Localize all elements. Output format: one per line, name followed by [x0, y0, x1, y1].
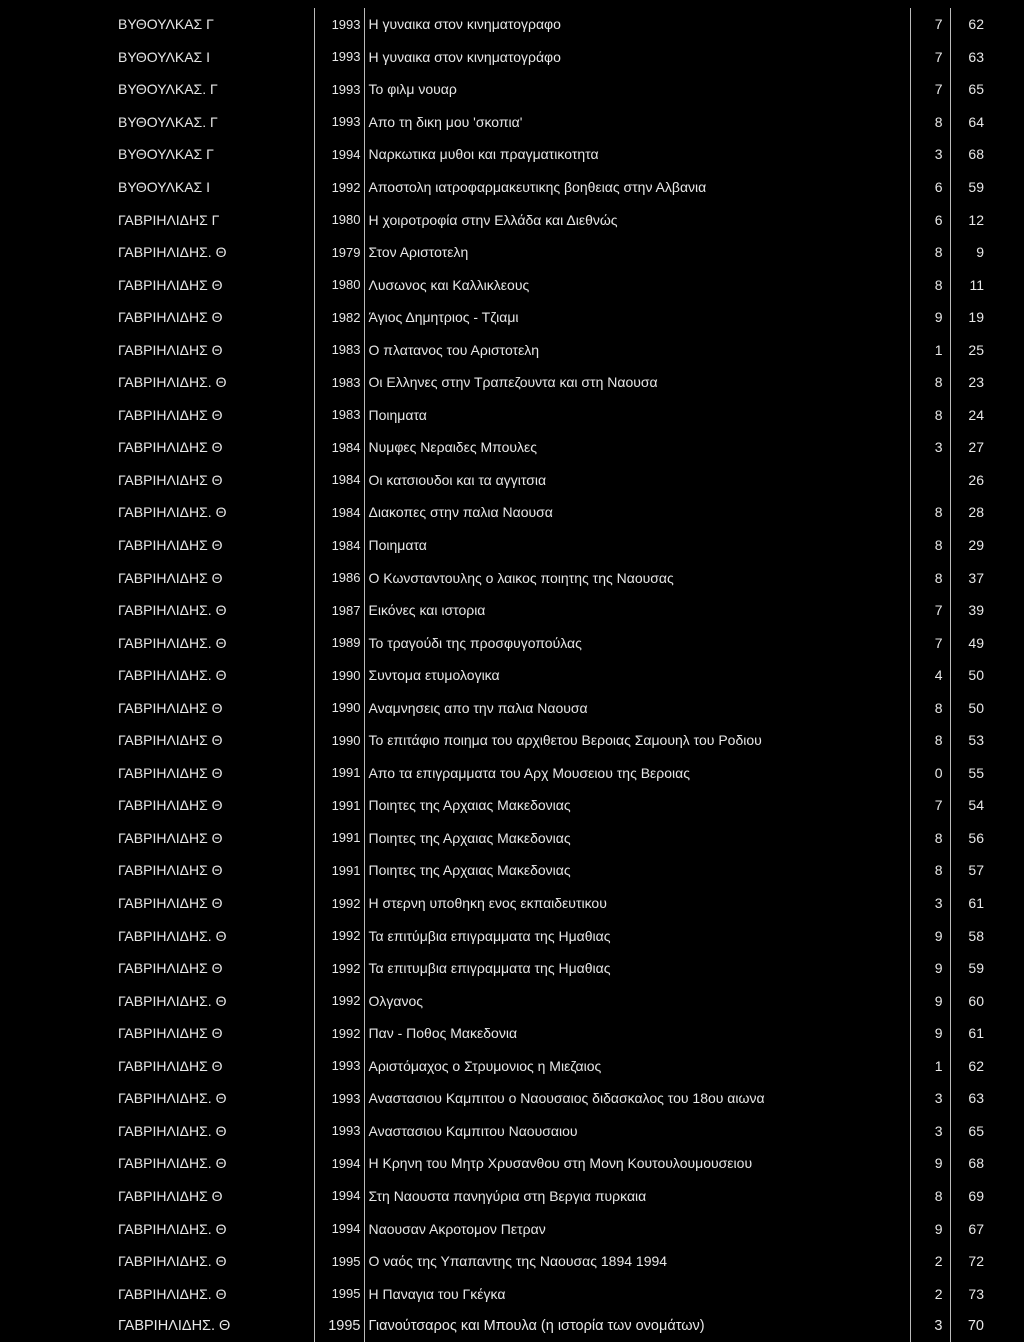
year-cell: 1993 [314, 106, 364, 139]
volume-cell: 8 [910, 268, 950, 301]
volume-cell: 4 [910, 659, 950, 692]
table-row [114, 919, 990, 952]
table-row [114, 691, 990, 724]
page-cell: 69 [950, 1180, 990, 1213]
table-row [114, 301, 990, 334]
volume-cell: 2 [910, 1245, 950, 1278]
page-cell: 54 [950, 789, 990, 822]
title-cell: Ποιηματα [364, 399, 910, 432]
page-cell: 55 [950, 757, 990, 790]
table-row [114, 594, 990, 627]
author-cell: ΓΑΒΡΙΗΛΙΔΗΣ Θ [114, 399, 314, 432]
page-cell: 37 [950, 561, 990, 594]
title-cell: Ποιητες της Αρχαιας Μακεδονιας [364, 854, 910, 887]
author-cell: ΓΑΒΡΙΗΛΙΔΗΣ Θ [114, 1017, 314, 1050]
author-cell: ΓΑΒΡΙΗΛΙΔΗΣ. Θ [114, 1245, 314, 1278]
year-cell: 1994 [314, 1147, 364, 1180]
table-row [114, 236, 990, 269]
volume-cell: 8 [910, 366, 950, 399]
volume-cell: 9 [910, 1212, 950, 1245]
author-cell: ΓΑΒΡΙΗΛΙΔΗΣ. Θ [114, 1277, 314, 1310]
page-cell: 64 [950, 106, 990, 139]
volume-cell: 8 [910, 236, 950, 269]
year-cell: 1984 [314, 431, 364, 464]
volume-cell: 8 [910, 561, 950, 594]
author-cell: ΓΑΒΡΙΗΛΙΔΗΣ Θ [114, 757, 314, 790]
table-row [114, 529, 990, 562]
author-cell: ΓΑΒΡΙΗΛΙΔΗΣ. Θ [114, 919, 314, 952]
year-cell: 1992 [314, 952, 364, 985]
page-cell: 11 [950, 268, 990, 301]
table-row [114, 1050, 990, 1083]
page-cell: 65 [950, 73, 990, 106]
volume-cell: 0 [910, 757, 950, 790]
title-cell: Απο τη δικη μου 'σκοπια' [364, 106, 910, 139]
page-cell: 61 [950, 887, 990, 920]
table-row [114, 887, 990, 920]
bibliography-table [114, 8, 990, 1342]
table-row [114, 1115, 990, 1148]
volume-cell: 3 [910, 887, 950, 920]
title-cell: Λυσωνος και Καλλικλεους [364, 268, 910, 301]
table-row [114, 854, 990, 887]
year-cell: 1992 [314, 919, 364, 952]
title-cell: Απο τα επιγραμματα του Αρχ Μουσειου της Βεροιας [364, 757, 910, 790]
table-row [114, 496, 990, 529]
author-cell: ΓΑΒΡΙΗΛΙΔΗΣ Θ [114, 268, 314, 301]
title-cell: Παν - Ποθος Μακεδονια [364, 1017, 910, 1050]
table-row [114, 822, 990, 855]
author-cell: ΓΑΒΡΙΗΛΙΔΗΣ. Θ [114, 496, 314, 529]
page-cell: 27 [950, 431, 990, 464]
title-cell: Η Κρηνη του Μητρ Χρυσανθου στη Μονη Κουτουλουμουσειου [364, 1147, 910, 1180]
volume-cell: 9 [910, 984, 950, 1017]
table-row [114, 171, 990, 204]
volume-cell: 9 [910, 1017, 950, 1050]
table-row [114, 724, 990, 757]
table-row [114, 431, 990, 464]
volume-cell: 7 [910, 789, 950, 822]
table-row [114, 366, 990, 399]
page-cell: 65 [950, 1115, 990, 1148]
year-cell: 1992 [314, 1017, 364, 1050]
volume-cell: 8 [910, 399, 950, 432]
author-cell: ΒΥΘΟΥΛΚΑΣ Ι [114, 41, 314, 74]
bibliography-rows [114, 8, 990, 1342]
page-cell: 56 [950, 822, 990, 855]
table-row [114, 626, 990, 659]
author-cell: ΓΑΒΡΙΗΛΙΔΗΣ Θ [114, 724, 314, 757]
year-cell: 1993 [314, 1050, 364, 1083]
page-cell: 63 [950, 41, 990, 74]
table-row [114, 73, 990, 106]
year-cell: 1993 [314, 41, 364, 74]
title-cell: Ποιηματα [364, 529, 910, 562]
year-cell: 1991 [314, 789, 364, 822]
year-cell: 1994 [314, 138, 364, 171]
year-cell: 1993 [314, 73, 364, 106]
table-row [114, 1245, 990, 1278]
table-row [114, 399, 990, 432]
page-cell: 57 [950, 854, 990, 887]
table-row [114, 41, 990, 74]
volume-cell: 7 [910, 594, 950, 627]
author-cell: ΓΑΒΡΙΗΛΙΔΗΣ Θ [114, 1180, 314, 1213]
title-cell: Αναστασιου Καμπιτου ο Ναουσαιος διδασκαλος του 18ου αιωνα [364, 1082, 910, 1115]
title-cell: Ποιητες της Αρχαιας Μακεδονιας [364, 789, 910, 822]
year-cell: 1990 [314, 691, 364, 724]
table-row [114, 1212, 990, 1245]
volume-cell: 8 [910, 724, 950, 757]
author-cell: ΓΑΒΡΙΗΛΙΔΗΣ Θ [114, 1050, 314, 1083]
author-cell: ΓΑΒΡΙΗΛΙΔΗΣ Θ [114, 431, 314, 464]
volume-cell: 8 [910, 1180, 950, 1213]
year-cell: 1992 [314, 984, 364, 1017]
page-cell: 61 [950, 1017, 990, 1050]
year-cell: 1983 [314, 366, 364, 399]
author-cell: ΒΥΘΟΥΛΚΑΣ Γ [114, 138, 314, 171]
volume-cell: 7 [910, 73, 950, 106]
page-cell: 12 [950, 203, 990, 236]
volume-cell: 3 [910, 1310, 950, 1342]
author-cell: ΓΑΒΡΙΗΛΙΔΗΣ Θ [114, 789, 314, 822]
page-cell: 59 [950, 952, 990, 985]
table-row [114, 1277, 990, 1310]
page-cell: 59 [950, 171, 990, 204]
page-cell: 60 [950, 984, 990, 1017]
title-cell: Στον Αριστοτελη [364, 236, 910, 269]
year-cell: 1991 [314, 822, 364, 855]
author-cell: ΓΑΒΡΙΗΛΙΔΗΣ. Θ [114, 1115, 314, 1148]
year-cell: 1990 [314, 724, 364, 757]
author-cell: ΒΥΘΟΥΛΚΑΣ. Γ [114, 73, 314, 106]
author-cell: ΓΑΒΡΙΗΛΙΔΗΣ. Θ [114, 659, 314, 692]
table-row [114, 138, 990, 171]
year-cell: 1980 [314, 203, 364, 236]
author-cell: ΒΥΘΟΥΛΚΑΣ Ι [114, 171, 314, 204]
year-cell: 1984 [314, 464, 364, 497]
year-cell: 1995 [314, 1245, 364, 1278]
year-cell: 1992 [314, 171, 364, 204]
author-cell: ΓΑΒΡΙΗΛΙΔΗΣ Θ [114, 887, 314, 920]
table-row [114, 561, 990, 594]
volume-cell: 8 [910, 854, 950, 887]
volume-cell: 9 [910, 919, 950, 952]
author-cell: ΓΑΒΡΙΗΛΙΔΗΣ. Θ [114, 236, 314, 269]
year-cell: 1995 [314, 1310, 364, 1342]
title-cell: Τα επιτυμβια επιγραμματα της Ημαθιας [364, 952, 910, 985]
title-cell: Η γυναικα στον κινηματογράφο [364, 41, 910, 74]
title-cell: Ο Κωνσταντουλης ο λαικος ποιητης της Ναουσας [364, 561, 910, 594]
title-cell: Η Παναγια του Γκέγκα [364, 1277, 910, 1310]
volume-cell: 1 [910, 1050, 950, 1083]
page-cell: 26 [950, 464, 990, 497]
author-cell: ΓΑΒΡΙΗΛΙΔΗΣ. Θ [114, 984, 314, 1017]
volume-cell: 8 [910, 529, 950, 562]
title-cell: Τα επιτύμβια επιγραμματα της Ημαθιας [364, 919, 910, 952]
page-cell: 28 [950, 496, 990, 529]
title-cell: Ο πλατανος του Αριστοτελη [364, 333, 910, 366]
title-cell: Η χοιροτροφία στην Ελλάδα και Διεθνώς [364, 203, 910, 236]
year-cell: 1986 [314, 561, 364, 594]
page-cell: 9 [950, 236, 990, 269]
table-row [114, 952, 990, 985]
year-cell: 1990 [314, 659, 364, 692]
author-cell: ΓΑΒΡΙΗΛΙΔΗΣ. Θ [114, 1082, 314, 1115]
table-row [114, 1017, 990, 1050]
year-cell: 1987 [314, 594, 364, 627]
author-cell: ΓΑΒΡΙΗΛΙΔΗΣ Θ [114, 822, 314, 855]
title-cell: Νυμφες Νεραιδες Μπουλες [364, 431, 910, 464]
page-cell: 23 [950, 366, 990, 399]
page-cell: 68 [950, 138, 990, 171]
author-cell: ΓΑΒΡΙΗΛΙΔΗΣ Θ [114, 333, 314, 366]
table-row [114, 106, 990, 139]
year-cell: 1979 [314, 236, 364, 269]
volume-cell: 2 [910, 1277, 950, 1310]
table-row [114, 757, 990, 790]
year-cell: 1994 [314, 1180, 364, 1213]
volume-cell: 6 [910, 171, 950, 204]
title-cell: Ναρκωτικα μυθοι και πραγματικοτητα [364, 138, 910, 171]
table-row [114, 1082, 990, 1115]
volume-cell: 8 [910, 822, 950, 855]
title-cell: Διακοπες στην παλια Ναουσα [364, 496, 910, 529]
title-cell: Ναουσαν Ακροτομον Πετραν [364, 1212, 910, 1245]
page-cell: 50 [950, 691, 990, 724]
title-cell: Εικόνες και ιστορια [364, 594, 910, 627]
year-cell: 1989 [314, 626, 364, 659]
title-cell: Οι Ελληνες στην Τραπεζουντα και στη Ναουσα [364, 366, 910, 399]
year-cell: 1984 [314, 529, 364, 562]
volume-cell: 9 [910, 1147, 950, 1180]
page-cell: 25 [950, 333, 990, 366]
page-cell: 62 [950, 1050, 990, 1083]
table-row [114, 1180, 990, 1213]
year-cell: 1995 [314, 1277, 364, 1310]
title-cell: Άγιος Δημητριος - Τζιαμι [364, 301, 910, 334]
page-cell: 63 [950, 1082, 990, 1115]
author-cell: ΓΑΒΡΙΗΛΙΔΗΣ Θ [114, 301, 314, 334]
table-row [114, 1310, 990, 1342]
volume-cell: 3 [910, 1082, 950, 1115]
author-cell: ΓΑΒΡΙΗΛΙΔΗΣ Θ [114, 529, 314, 562]
page-cell: 50 [950, 659, 990, 692]
table-row [114, 333, 990, 366]
table-row [114, 984, 990, 1017]
table-row [114, 268, 990, 301]
title-cell: Ποιητες της Αρχαιας Μακεδονιας [364, 822, 910, 855]
year-cell: 1983 [314, 399, 364, 432]
volume-cell: 3 [910, 138, 950, 171]
author-cell: ΓΑΒΡΙΗΛΙΔΗΣ Θ [114, 561, 314, 594]
volume-cell: 1 [910, 333, 950, 366]
volume-cell: 3 [910, 1115, 950, 1148]
title-cell: Γιανούτσαρος και Μπουλα (η ιστορία των ονομάτων) [364, 1310, 910, 1342]
year-cell: 1984 [314, 496, 364, 529]
year-cell: 1983 [314, 333, 364, 366]
title-cell: Η γυναικα στον κινηματογραφο [364, 8, 910, 41]
title-cell: Ολγανος [364, 984, 910, 1017]
title-cell: Το επιτάφιο ποιημα του αρχιθετου Βεροιας Σαμουηλ του Ροδιου [364, 724, 910, 757]
volume-cell: 3 [910, 431, 950, 464]
title-cell: Αναμνησεις απο την παλια Ναουσα [364, 691, 910, 724]
page-cell: 72 [950, 1245, 990, 1278]
table-row [114, 203, 990, 236]
page-cell: 29 [950, 529, 990, 562]
year-cell: 1982 [314, 301, 364, 334]
author-cell: ΒΥΘΟΥΛΚΑΣ. Γ [114, 106, 314, 139]
author-cell: ΓΑΒΡΙΗΛΙΔΗΣ. Θ [114, 1310, 314, 1342]
author-cell: ΓΑΒΡΙΗΛΙΔΗΣ. Θ [114, 1147, 314, 1180]
title-cell: Αριστόμαχος ο Στρυμονιος η Μιεζαιος [364, 1050, 910, 1083]
page-cell: 24 [950, 399, 990, 432]
year-cell: 1991 [314, 757, 364, 790]
title-cell: Στη Ναουστα πανηγύρια στη Βεργια πυρκαια [364, 1180, 910, 1213]
page-cell: 19 [950, 301, 990, 334]
year-cell: 1993 [314, 1082, 364, 1115]
year-cell: 1994 [314, 1212, 364, 1245]
volume-cell: 6 [910, 203, 950, 236]
author-cell: ΓΑΒΡΙΗΛΙΔΗΣ. Θ [114, 626, 314, 659]
author-cell: ΓΑΒΡΙΗΛΙΔΗΣ Θ [114, 952, 314, 985]
table-row [114, 8, 990, 41]
table-row [114, 464, 990, 497]
author-cell: ΓΑΒΡΙΗΛΙΔΗΣ Θ [114, 464, 314, 497]
title-cell: Οι κατσιουδοι και τα αγγιτσια [364, 464, 910, 497]
year-cell: 1993 [314, 1115, 364, 1148]
title-cell: Το τραγούδι της προσφυγοπούλας [364, 626, 910, 659]
volume-cell: 9 [910, 952, 950, 985]
author-cell: ΓΑΒΡΙΗΛΙΔΗΣ. Θ [114, 366, 314, 399]
table-row [114, 789, 990, 822]
page-cell: 73 [950, 1277, 990, 1310]
volume-cell: 7 [910, 626, 950, 659]
page-cell: 68 [950, 1147, 990, 1180]
volume-cell: 7 [910, 41, 950, 74]
page-cell: 58 [950, 919, 990, 952]
author-cell: ΓΑΒΡΙΗΛΙΔΗΣ Θ [114, 691, 314, 724]
volume-cell: 8 [910, 496, 950, 529]
title-cell: Η στερνη υποθηκη ενος εκπαιδευτικου [364, 887, 910, 920]
title-cell: Αποστολη ιατροφαρμακευτικης βοηθειας στην Αλβανια [364, 171, 910, 204]
title-cell: Αναστασιου Καμπιτου Ναουσαιου [364, 1115, 910, 1148]
volume-cell: 7 [910, 8, 950, 41]
table-row [114, 1147, 990, 1180]
author-cell: ΓΑΒΡΙΗΛΙΔΗΣ Γ [114, 203, 314, 236]
page-cell: 53 [950, 724, 990, 757]
year-cell: 1991 [314, 854, 364, 887]
author-cell: ΒΥΘΟΥΛΚΑΣ Γ [114, 8, 314, 41]
title-cell: Το φιλμ νουαρ [364, 73, 910, 106]
author-cell: ΓΑΒΡΙΗΛΙΔΗΣ. Θ [114, 594, 314, 627]
title-cell: Συντομα ετυμολογικα [364, 659, 910, 692]
volume-cell: 8 [910, 106, 950, 139]
page-cell: 49 [950, 626, 990, 659]
author-cell: ΓΑΒΡΙΗΛΙΔΗΣ. Θ [114, 1212, 314, 1245]
year-cell: 1992 [314, 887, 364, 920]
volume-cell: 8 [910, 691, 950, 724]
page-cell: 67 [950, 1212, 990, 1245]
year-cell: 1993 [314, 8, 364, 41]
author-cell: ΓΑΒΡΙΗΛΙΔΗΣ Θ [114, 854, 314, 887]
page-cell: 70 [950, 1310, 990, 1342]
volume-cell: 9 [910, 301, 950, 334]
page-cell: 39 [950, 594, 990, 627]
volume-cell [910, 464, 950, 497]
title-cell: Ο ναός της Υπαπαντης της Ναουσας 1894 1994 [364, 1245, 910, 1278]
table-row [114, 659, 990, 692]
year-cell: 1980 [314, 268, 364, 301]
page-cell: 62 [950, 8, 990, 41]
